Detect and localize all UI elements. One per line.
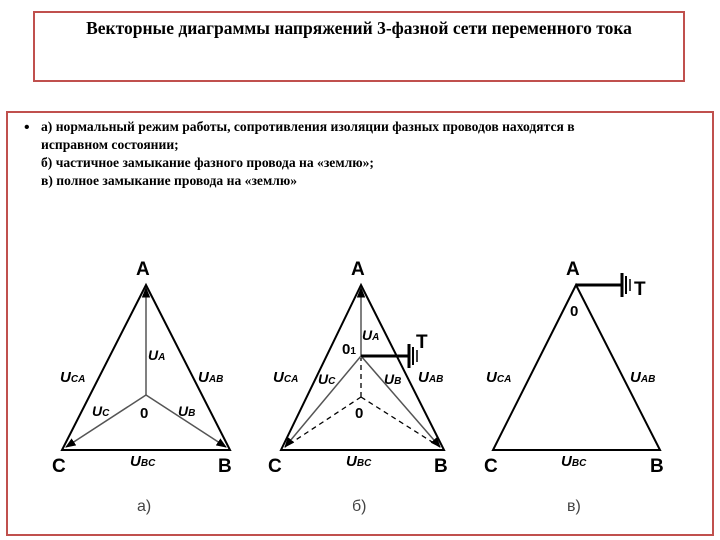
bullet-line: исправном состоянии; xyxy=(41,137,179,152)
caption-c: в) xyxy=(567,498,581,515)
uc-label: UC xyxy=(92,403,110,419)
ubc-label: UBC xyxy=(130,453,156,470)
page-title: Векторные диаграммы напряжений 3-фазной сети переменного тока xyxy=(86,18,632,38)
ground-label: T xyxy=(416,332,428,353)
phasor-uc xyxy=(66,395,149,447)
phasor-uc-original xyxy=(285,397,364,447)
ua-label: UA xyxy=(148,347,166,363)
uab-label: UAB xyxy=(630,369,656,386)
triangle-abc xyxy=(281,285,444,450)
ubc-label: UBC xyxy=(346,453,372,470)
vertex-c-label: C xyxy=(268,456,282,477)
center-label: 0 xyxy=(355,405,364,422)
vertex-b-label: B xyxy=(650,456,664,477)
diagram-normal xyxy=(52,259,232,515)
caption-a: а) xyxy=(137,498,152,515)
ub-label: UB xyxy=(384,371,402,387)
diagram-full-fault xyxy=(484,259,664,515)
vertex-a-label: A xyxy=(566,259,580,280)
vertex-c-label: C xyxy=(484,456,498,477)
uab-label: UAB xyxy=(198,369,224,386)
phasor-ub-original xyxy=(361,397,440,447)
vertex-b-label: B xyxy=(434,456,448,477)
vertex-a-label: A xyxy=(136,259,150,280)
vertex-c-label: C xyxy=(52,456,66,477)
uca-label: UCA xyxy=(273,369,299,386)
uca-label: UCA xyxy=(60,369,86,386)
ground-label: T xyxy=(634,279,646,300)
center-label: 0 xyxy=(570,303,579,320)
caption-b: б) xyxy=(352,498,367,515)
center-label: 0 xyxy=(140,405,149,422)
ubc-label: UBC xyxy=(561,453,587,470)
uc-label: UC xyxy=(318,371,336,387)
diagram-partial-fault xyxy=(268,259,448,515)
vertex-a-label: A xyxy=(351,259,365,280)
ub-label: UB xyxy=(178,403,196,419)
ua-label: UA xyxy=(362,327,380,343)
bullet-line: в) полное замыкание провода на «землю» xyxy=(41,173,298,188)
uca-label: UCA xyxy=(486,369,512,386)
bullet-line: б) частичное замыкание фазного провода на «землю»; xyxy=(41,155,374,170)
bullet-line: а) нормальный режим работы, сопротивления изоляции фазных проводов находятся в xyxy=(41,119,575,134)
ground-icon xyxy=(622,273,630,297)
shifted-center-label: 01 xyxy=(342,341,356,358)
bullet-marker: • xyxy=(24,119,30,136)
uab-label: UAB xyxy=(418,369,444,386)
vertex-b-label: B xyxy=(218,456,232,477)
phasor-uc xyxy=(285,356,364,447)
